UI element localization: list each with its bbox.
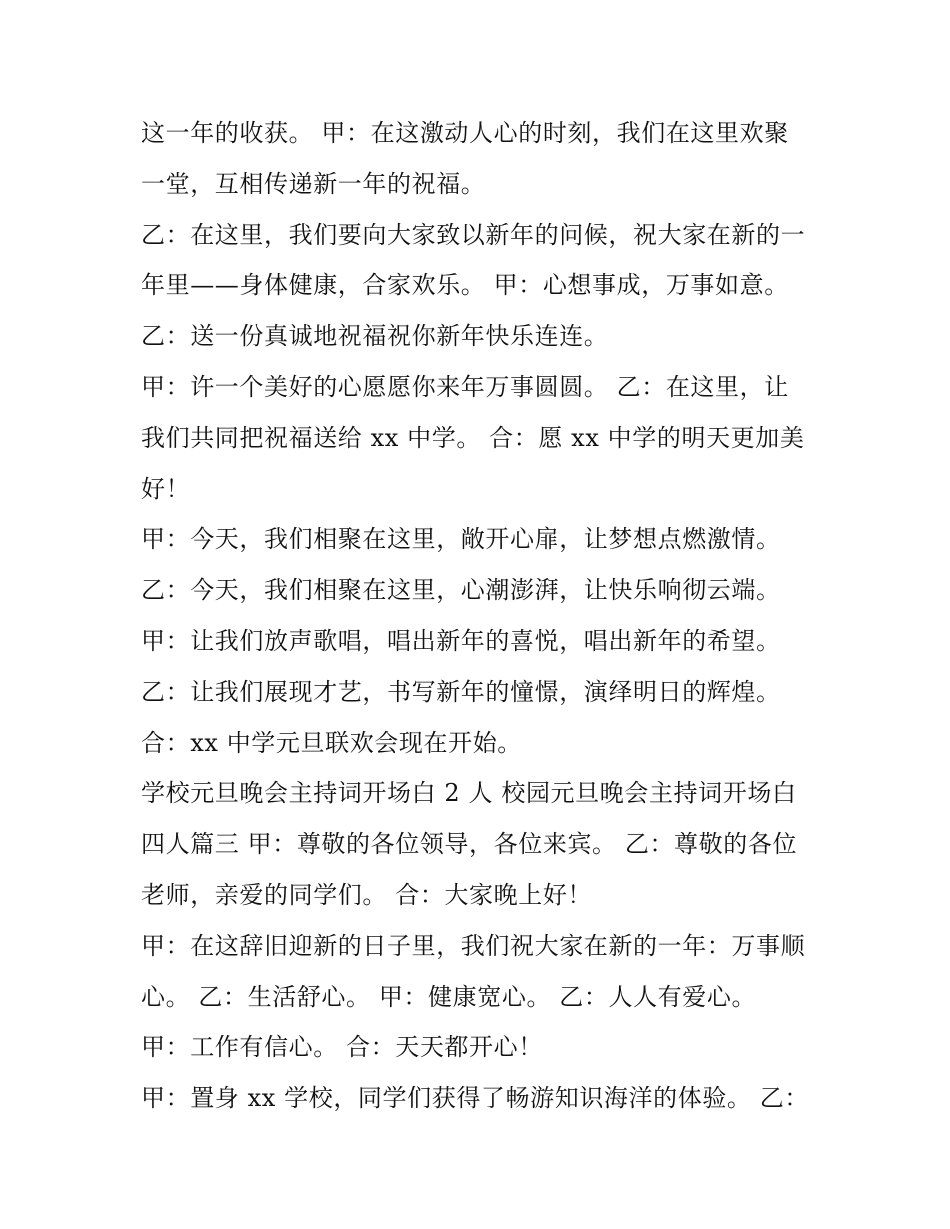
text-line: 乙：让我们展现才艺，书写新年的憧憬，演绎明日的辉煌。 [141,677,781,706]
text-line: 甲：今天，我们相聚在这里，敞开心扉，让梦想点燃激情。 [141,525,781,554]
text-line: 年里——身体健康，合家欢乐。 甲：心想事成，万事如意。 [141,271,789,300]
text-line: 老师，亲爱的同学们。 合：大家晚上好！ [141,880,593,909]
text-line: 甲：许一个美好的心愿愿你来年万事圆圆。 乙：在这里，让 [141,372,789,401]
text-line: 一堂，互相传递新一年的祝福。 [141,169,486,198]
text-line: 甲：让我们放声歌唱，唱出新年的喜悦，唱出新年的希望。 [141,626,781,655]
text-line: 合：xx 中学元旦联欢会现在开始。 [141,728,522,757]
text-line: 甲：工作有信心。 合：天天都开心！ [141,1033,543,1062]
text-line: 我们共同把祝福送给 xx 中学。 合：愿 xx 中学的明天更加美 [141,423,805,452]
text-line: 心。 乙：生活舒心。 甲：健康宽心。 乙：人人有爱心。 [141,982,757,1011]
text-line: 这一年的收获。 甲：在这激动人心的时刻，我们在这里欢聚 [141,119,789,147]
text-line: 好！ [141,474,191,503]
text-line: 乙：今天，我们相聚在这里，心潮澎湃，让快乐响彻云端。 [141,576,781,605]
text-line: 甲：在这辞旧迎新的日子里，我们祝大家在新的一年：万事顺 [141,931,806,960]
text-line: 甲：置身 xx 学校，同学们获得了畅游知识海洋的体验。 乙： [141,1084,809,1113]
text-line: 乙：送一份真诚地祝福祝你新年快乐连连。 [141,322,609,351]
text-line: 乙：在这里，我们要向大家致以新年的问候，祝大家在新的一 [141,220,806,249]
text-line: 四人篇三 甲：尊敬的各位领导，各位来宾。 乙：尊敬的各位 [141,830,798,859]
document-body [141,108,821,1124]
text-line: 学校元旦晚会主持词开场白 2 人 校园元旦晚会主持词开场白 [141,779,797,808]
